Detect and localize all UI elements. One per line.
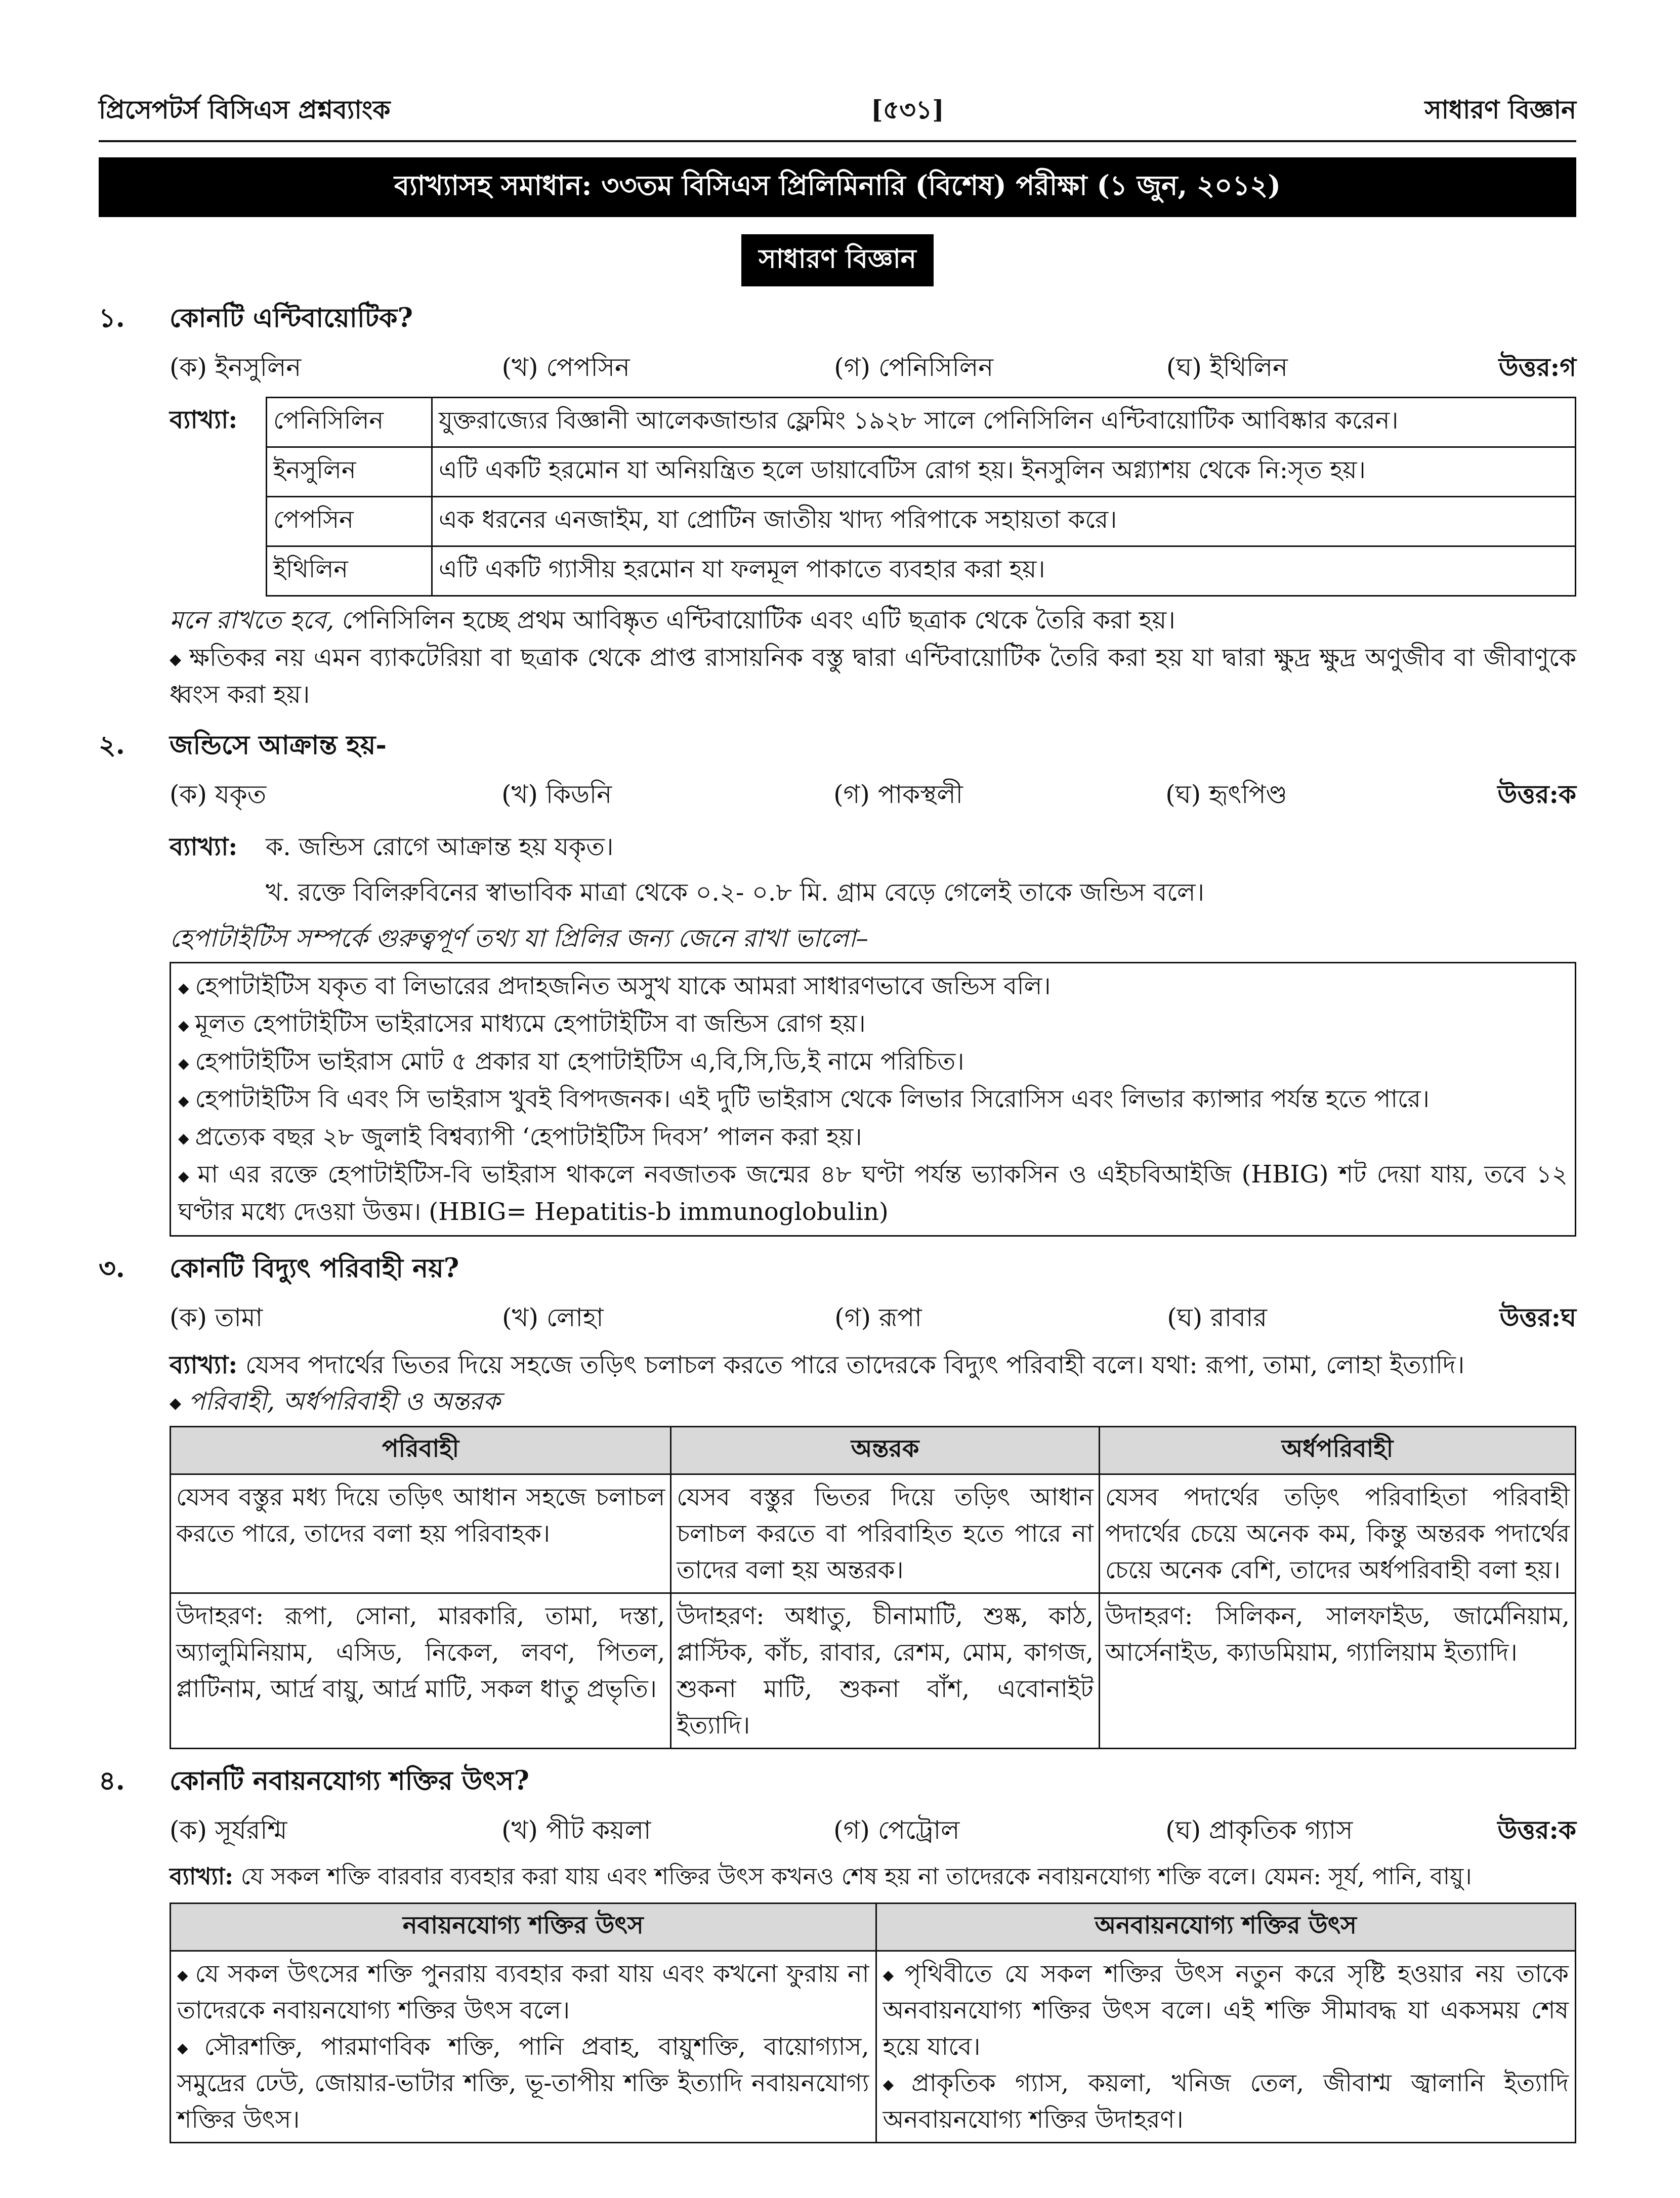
table-cell: এটি একটি গ্যাসীয় হরমোন যা ফলমূল পাকাতে ব্যবহার করা হয়।: [432, 546, 1576, 596]
remember-label: মনে রাখতে হবে,: [170, 606, 334, 635]
option: (ক) তামা: [170, 1302, 263, 1332]
list-item: ◆ প্রাকৃতিক গ্যাস, কয়লা, খনিজ তেল, জীবাশ্ম জ্বালানি ইত্যাদি অনবায়নযোগ্য শক্তির উদাহরণ।: [883, 2065, 1569, 2138]
question-text: জন্ডিসে আক্রান্ত হয়-: [170, 729, 387, 760]
option: (গ) পেট্রোল: [833, 1815, 960, 1845]
table-cell: পেনিসিলিন: [267, 398, 432, 447]
option: (খ) পীট কয়লা: [501, 1815, 651, 1845]
energy-table: [170, 1903, 1576, 2143]
options-3: [170, 1299, 1576, 1341]
options-4: [170, 1811, 1576, 1853]
question-4: [99, 1760, 1576, 1804]
subject-title: সাধারণ বিজ্ঞান: [1424, 95, 1576, 124]
option: (গ) পাকস্থলী: [833, 779, 963, 809]
table-cell: পেপসিন: [267, 497, 432, 546]
answer: উত্তর:ক: [1497, 1815, 1576, 1845]
list-item: ◆ হেপাটাইটিস যকৃত বা লিভারের প্রদাহজনিত অসুখ যাকে আমরা সাধারণভাবে জন্ডিস বলি।: [178, 967, 1568, 1005]
table-cell: এক ধরনের এনজাইম, যা প্রোটিন জাতীয় খাদ্য পরিপাকে সহায়তা করে।: [432, 497, 1576, 546]
remember-text: পেনিসিলিন হচ্ছে প্রথম আবিষ্কৃত এন্টিবায়োটিক এবং এটি ছত্রাক থেকে তৈরি করা হয়।: [342, 606, 1175, 635]
table-cell: যেসব বস্তুর মধ্য দিয়ে তড়িৎ আধান সহজে চলাচল করতে পারে, তাদের বলা হয় পরিবাহক।: [171, 1474, 671, 1593]
table-cell: উদাহরণ: অধাতু, চীনামাটি, শুষ্ক, কাঠ, প্লাস্টিক, কাঁচ, রাবার, রেশম, মোম, কাগজ, শুকনা মাটি, শুকনা বাঁশ, এবোনাইট ইত্যাদি।: [671, 1593, 1100, 1749]
conductor-table: [170, 1426, 1576, 1749]
list-item: ◆ হেপাটাইটিস ভাইরাস মোট ৫ প্রকার যা হেপাটাইটিস এ,বি,সি,ডি,ই নামে পরিচিত।: [178, 1043, 1568, 1080]
option: (গ) রূপা: [834, 1302, 922, 1332]
options-1: [170, 349, 1576, 391]
question-text: কোনটি বিদ্যুৎ পরিবাহী নয়?: [170, 1252, 459, 1284]
table-cell: এটি একটি হরমোন যা অনিয়ন্ত্রিত হলে ডায়াবেটিস রোগ হয়। ইনসুলিন অগ্ন্যাশয় থেকে নি:সৃত হয়।: [432, 447, 1576, 497]
option: (ঘ) প্রাকৃতিক গ্যাস: [1165, 1815, 1353, 1845]
table-row: [171, 1474, 1576, 1593]
list-item: ◆ প্রত্যেক বছর ২৮ জুলাই বিশ্বব্যাপী ‘হেপাটাইটিস দিবস’ পালন করা হয়।: [178, 1118, 1568, 1156]
table-cell: উদাহরণ: সিলিকন, সালফাইড, জার্মেনিয়াম, আর্সেনাইড, ক্যাডমিয়াম, গ্যালিয়াম ইত্যাদি।: [1099, 1593, 1575, 1749]
table-row: [267, 497, 1576, 546]
question-text: কোনটি এন্টিবায়োটিক?: [170, 303, 413, 333]
explanation-text: যেসব পদার্থের ভিতর দিয়ে সহজে তড়িৎ চলাচল করতে পারে তাদেরকে বিদ্যুৎ পরিবাহী বলে। যথা: রূপা, তামা, লোহা ইত্যাদি।: [245, 1350, 1465, 1379]
hepatitis-facts-box: [170, 962, 1576, 1237]
conductor-bullet: ◆ পরিবাহী, অর্ধপরিবাহী ও অন্তরক: [170, 1383, 1576, 1420]
question-1: [99, 298, 1576, 342]
table-cell: ইথিলিন: [267, 546, 432, 596]
table-row: [267, 398, 1576, 447]
explanation-label: ব্যাখ্যা:: [170, 1863, 234, 1890]
option: (ঘ) রাবার: [1167, 1302, 1267, 1332]
question-number: ৪.: [99, 1765, 125, 1797]
explanation-label: ব্যাখ্যা:: [170, 405, 238, 434]
explanation-label: ব্যাখ্যা:: [170, 1349, 238, 1379]
page-header: [99, 91, 1576, 142]
option: (খ) কিডনি: [501, 779, 612, 809]
hepatitis-heading: হেপাটাইটিস সম্পর্কে গুরুত্বপূর্ণ তথ্য যা প্রিলির জন্য জেনে রাখা ভালো–: [170, 923, 869, 953]
answer: উত্তর:গ: [1498, 352, 1577, 382]
column-header: নবায়নযোগ্য শক্তির উৎস: [171, 1903, 876, 1951]
explanation-4: [170, 1859, 1576, 1893]
question-2: [99, 725, 1576, 769]
option: (গ) পেনিসিলিন: [834, 353, 994, 382]
list-item: ◆ সৌরশক্তি, পারমাণবিক শক্তি, পানি প্রবাহ, বায়ুশক্তি, বায়োগ্যাস, সমুদ্রের ঢেউ, জোয়ার-ভাটার শক্তি, ভূ-তাপীয় শক্তি ইত্যাদি নবায়নযোগ্য শক্তির উৎস।: [177, 2028, 869, 2138]
column-header: অর্ধপরিবাহী: [1099, 1427, 1575, 1474]
answer: উত্তর:ক: [1497, 779, 1576, 809]
question-number: ৩.: [99, 1252, 125, 1284]
table-row: [171, 1951, 1576, 2142]
options-2: [170, 776, 1576, 818]
explanation-label: ব্যাখ্যা:: [170, 831, 238, 861]
option: (ক) যকৃত: [170, 779, 267, 809]
table-header-row: [171, 1903, 1576, 1951]
table-cell: ইনসুলিন: [267, 447, 432, 497]
question-3: [99, 1248, 1576, 1292]
list-item: ◆ পৃথিবীতে যে সকল শক্তির উৎস নতুন করে সৃষ্টি হওয়ার নয় তাকে অনবায়নযোগ্য শক্তির উৎস বলে। এই শক্তি সীমাবদ্ধ যা একসময় শেষ হয়ে যাবে।: [883, 1956, 1569, 2065]
option: (ঘ) হৃৎপিণ্ড: [1165, 779, 1287, 809]
explanation-1: [170, 397, 1576, 597]
answer: উত্তর:ঘ: [1499, 1302, 1576, 1332]
explanation-text: যে সকল শক্তি বারবার ব্যবহার করা যায় এবং শক্তির উৎস কখনও শেষ হয় না তাদেরকে নবায়নযোগ্য শক্তি বলে। যেমন: সূর্য, পানি, বায়ু।: [240, 1863, 1472, 1890]
option: (ক) সূর্যরশ্মি: [170, 1815, 287, 1845]
explanation-3: [170, 1347, 1576, 1383]
list-item: ◆ যে সকল উৎসের শক্তি পুনরায় ব্যবহার করা যায় এবং কখনো ফুরায় না তাদেরকে নবায়নযোগ্য শক্তির উৎস বলে।: [177, 1956, 869, 2028]
option: (ক) ইনসুলিন: [170, 353, 302, 382]
exam-banner: ব্যাখ্যাসহ সমাধান: ৩৩তম বিসিএস প্রিলিমিনারি (বিশেষ) পরীক্ষা (১ জুন, ২০১২): [99, 157, 1576, 217]
table-header-row: [171, 1427, 1576, 1474]
column-header: অন্তরক: [671, 1427, 1100, 1474]
option: (খ) পেপসিন: [501, 353, 630, 382]
section-title: সাধারণ বিজ্ঞান: [741, 234, 934, 286]
question-number: ১.: [99, 303, 125, 333]
table-row: [267, 546, 1576, 596]
list-item: ◆ হেপাটাইটিস বি এবং সি ভাইরাস খুবই বিপদজনক। এই দুটি ভাইরাস থেকে লিভার সিরোসিস এবং লিভার ক্যান্সার পর্যন্ত হতে পারে।: [178, 1080, 1568, 1118]
list-item: ◆ মূলত হেপাটাইটিস ভাইরাসের মাধ্যমে হেপাটাইটিস বা জন্ডিস রোগ হয়।: [178, 1005, 1568, 1042]
antibiotic-bullet: ◆ ক্ষতিকর নয় এমন ব্যাকটেরিয়া বা ছত্রাক থেকে প্রাপ্ত রাসায়নিক বস্তু দ্বারা এন্টিবায়োটিক তৈরি করা হয় যা দ্বারা ক্ষুদ্র ক্ষুদ্র অণুজীব বা জীবাণুকে ধ্বংস করা হয়।: [170, 639, 1576, 713]
page: [99, 91, 1576, 2143]
question-text: কোনটি নবায়নযোগ্য শক্তির উৎস?: [170, 1765, 529, 1797]
table-row: [267, 447, 1576, 497]
antibiotic-table: [266, 397, 1576, 597]
table-cell: উদাহরণ: রূপা, সোনা, মারকারি, তামা, দস্তা, অ্যালুমিনিয়াম, এসিড, নিকেল, লবণ, পিতল, প্লাটিনাম, আর্দ্র বায়ু, আর্দ্র মাটি, সকল ধাতু প্রভৃতি।: [171, 1593, 671, 1749]
explanation-line: খ. রক্তে বিলিরুবিনের স্বাভাবিক মাত্রা থেকে ০.২- ০.৮ মি. গ্রাম বেড়ে গেলেই তাকে জন্ডিস বলে।: [266, 877, 1204, 907]
table-cell: [171, 1951, 876, 2142]
book-title: প্রিসেপটর্স বিসিএস প্রশ্নব্যাংক: [99, 95, 391, 124]
table-cell: যেসব পদার্থের তড়িৎ পরিবাহিতা পরিবাহী পদার্থের চেয়ে অনেক কম, কিন্তু অন্তরক পদার্থের চেয়ে অনেক বেশি, তাদের অর্ধপরিবাহী বলা হয়।: [1099, 1474, 1575, 1593]
column-header: অনবায়নযোগ্য শক্তির উৎস: [876, 1903, 1575, 1951]
page-number: [৫৩১]: [871, 95, 944, 124]
remember-note: [170, 602, 1576, 639]
table-row: [171, 1593, 1576, 1749]
explanation-2: [170, 824, 1576, 915]
table-cell: যুক্তরাজ্যের বিজ্ঞানী আলেকজান্ডার ফ্লেমিং ১৯২৮ সালে পেনিসিলিন এন্টিবায়োটিক আবিষ্কার করেন।: [432, 398, 1576, 447]
explanation-line: ক. জন্ডিস রোগে আক্রান্ত হয় যকৃত।: [266, 832, 614, 861]
question-number: ২.: [99, 729, 125, 760]
table-cell: যেসব বস্তুর ভিতর দিয়ে তড়িৎ আধান চলাচল করতে বা পরিবাহিত হতে পারে না তাদের বলা হয় অন্তরক।: [671, 1474, 1100, 1593]
table-cell: [876, 1951, 1575, 2142]
option: (খ) লোহা: [502, 1302, 604, 1332]
option: (ঘ) ইথিলিন: [1166, 353, 1288, 382]
list-item: ◆ মা এর রক্তে হেপাটাইটিস-বি ভাইরাস থাকলে নবজাতক জন্মের ৪৮ ঘণ্টা পর্যন্ত ভ্যাকসিন ও এইচবিআইজি (HBIG) শট দেয়া যায়, তবে ১২ ঘণ্টার মধ্যে দেওয়া উত্তম। (HBIG= Hepatitis-b immunoglobulin): [178, 1156, 1568, 1231]
column-header: পরিবাহী: [171, 1427, 671, 1474]
